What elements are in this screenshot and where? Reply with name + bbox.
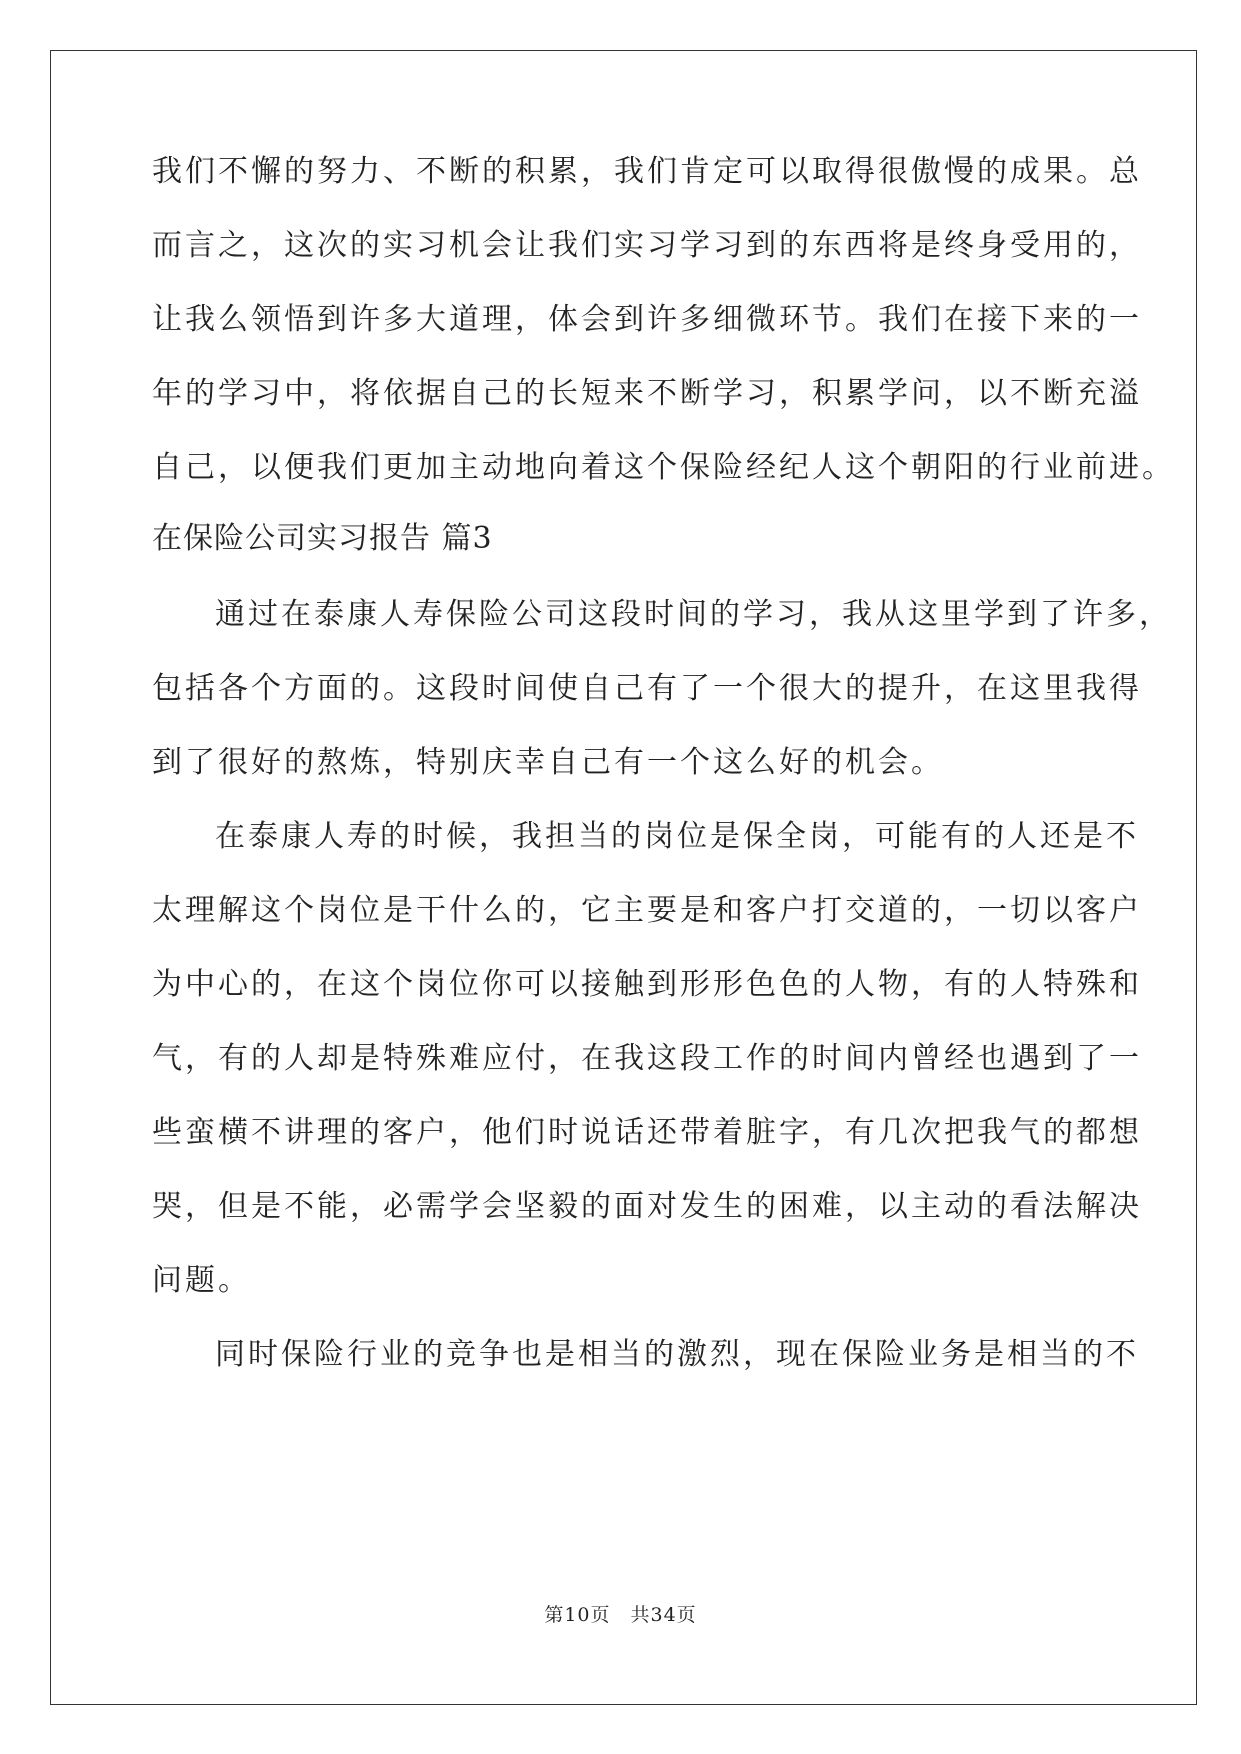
text-line: 哭，但是不能，必需学会坚毅的面对发生的困难，以主动的看法解决 [152, 1189, 1142, 1224]
text-line: 为中心的，在这个岗位你可以接触到形形色色的人物，有的人特殊和 [152, 967, 1142, 1002]
text-line: 同时保险行业的竞争也是相当的激烈，现在保险业务是相当的不 [215, 1337, 1139, 1372]
page-number-footer: 第10页 共34页 [544, 1604, 697, 1626]
text-line: 在泰康人寿的时候，我担当的岗位是保全岗，可能有的人还是不 [215, 819, 1139, 854]
text-line: 而言之，这次的实习机会让我们实习学习到的东西将是终身受用的， [152, 228, 1142, 263]
text-line: 气，有的人却是特殊难应付，在我这段工作的时间内曾经也遇到了一 [152, 1041, 1142, 1076]
text-line: 我们不懈的努力、不断的积累，我们肯定可以取得很傲慢的成果。总 [152, 154, 1142, 189]
text-line: 包括各个方面的。这段时间使自己有了一个很大的提升，在这里我得 [152, 671, 1142, 706]
page-border [50, 50, 1197, 1705]
text-line: 让我么领悟到许多大道理，体会到许多细微环节。我们在接下来的一 [152, 302, 1142, 337]
text-line: 通过在泰康人寿保险公司这段时间的学习，我从这里学到了许多， [215, 597, 1172, 632]
text-line: 自己，以便我们更加主动地向着这个保险经纪人这个朝阳的行业前进。 [152, 450, 1175, 485]
text-line: 到了很好的熬炼，特别庆幸自己有一个这么好的机会。 [152, 745, 944, 780]
text-line: 问题。 [152, 1263, 251, 1298]
text-line: 些蛮横不讲理的客户，他们时说话还带着脏字，有几次把我气的都想 [152, 1115, 1142, 1150]
text-line: 太理解这个岗位是干什么的，它主要是和客户打交道的，一切以客户 [152, 893, 1142, 928]
text-line: 年的学习中，将依据自己的长短来不断学习，积累学问，以不断充溢 [152, 376, 1142, 411]
section-heading: 在保险公司实习报告 篇3 [152, 521, 493, 556]
